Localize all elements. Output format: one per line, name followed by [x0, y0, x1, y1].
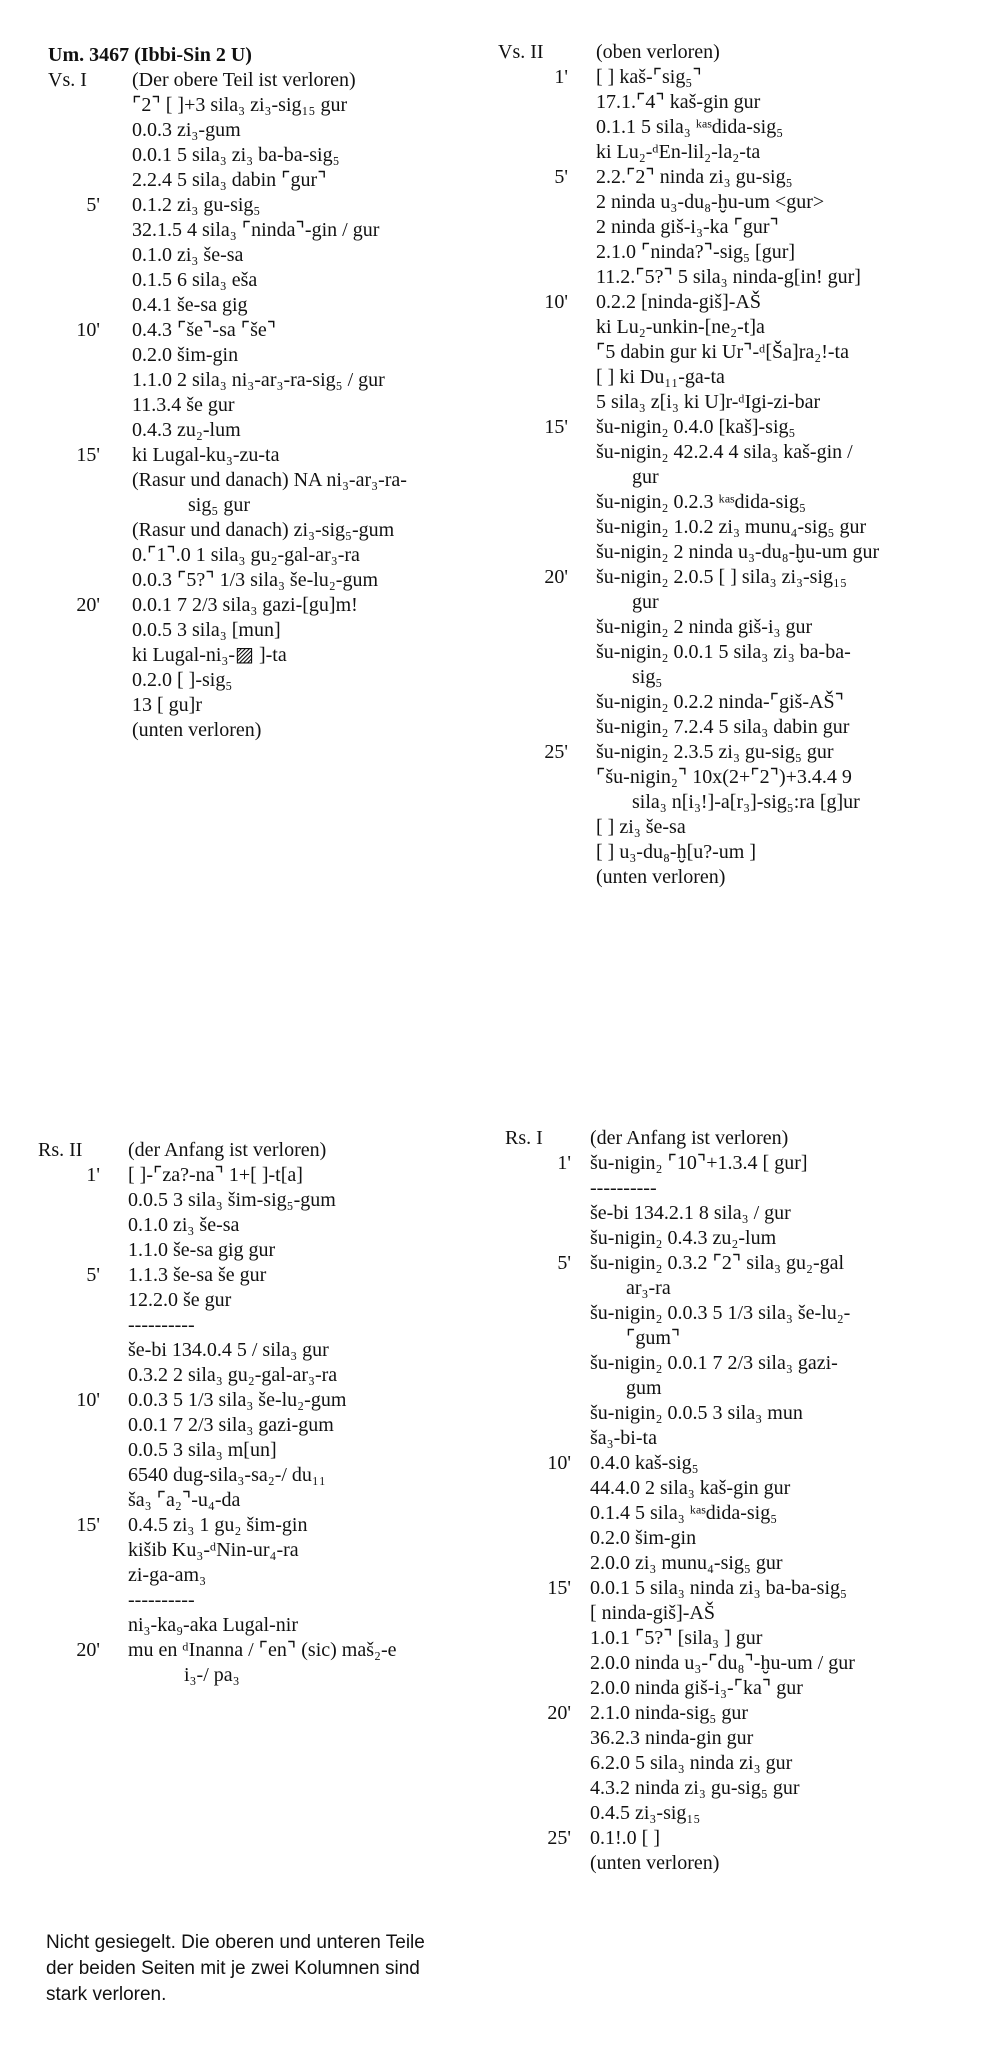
line-number: 10' [76, 1389, 100, 1411]
line-number: 5' [554, 166, 568, 188]
line-text: (unten verloren) [596, 866, 726, 888]
line-text: šu-nigin₂ 0.2.2 ninda-⌜giš-AŠ⌝ [596, 691, 844, 713]
line-text: (unten verloren) [590, 1852, 720, 1874]
line-text: i₃-/ pa₃ [184, 1664, 240, 1686]
line-text: [ ] kaš-⌜sig₅⌝ [596, 66, 702, 88]
line-text: ---------- [128, 1314, 195, 1336]
line-text: ša₃-bi-ta [590, 1427, 657, 1449]
line-text: 5 sila₃ z[i₃ ki U]r-ᵈIgi-zi-bar [596, 391, 821, 413]
footer-line: der beiden Seiten mit je zwei Kolumnen sind [46, 1958, 420, 1979]
line-text: (Der obere Teil ist verloren) [132, 69, 356, 91]
text-line [38, 1513, 478, 1538]
text-line [48, 318, 478, 343]
line-text: 11.2.⌜5?⌝ 5 sila₃ ninda-g[in! gur] [596, 266, 861, 288]
text-line [505, 1451, 970, 1476]
line-number: 10' [544, 291, 568, 313]
text-line [48, 493, 478, 518]
column-rs-i [505, 1126, 970, 1876]
line-text: mu en ᵈInanna / ⌜en⌝ (sic) maš₂-e [128, 1639, 397, 1661]
text-line [48, 443, 478, 468]
line-text: 2.0.0 ninda giš-i₃-⌜ka⌝ gur [590, 1677, 803, 1699]
column-rs-ii [38, 1138, 478, 1688]
line-text: gur [632, 466, 659, 488]
text-line [48, 668, 478, 693]
line-number: 20' [76, 1639, 100, 1661]
text-line [505, 1226, 970, 1251]
line-number: 10' [76, 319, 100, 341]
text-line [498, 140, 968, 165]
footer-line: Nicht gesiegelt. Die oberen und unteren Teile [46, 1932, 425, 1953]
text-line [505, 1151, 970, 1176]
text-line [498, 365, 968, 390]
text-line [498, 215, 968, 240]
line-text: 0.4.5 zi₃-sig₁₅ [590, 1802, 701, 1824]
line-text: 32.1.5 4 sila₃ ⌜ninda⌝-gin / gur [132, 219, 380, 241]
line-text: 36.2.3 ninda-gin gur [590, 1727, 754, 1749]
line-text: 1.1.0 še-sa gig gur [128, 1239, 276, 1261]
line-text: šu-nigin₂ 0.0.1 5 sila₃ zi₃ ba-ba- [596, 641, 851, 663]
line-number: 25' [544, 741, 568, 763]
line-text: ⌜gum⌝ [626, 1327, 681, 1349]
line-number: 1' [554, 66, 568, 88]
text-line [48, 718, 478, 743]
text-line [498, 90, 968, 115]
text-line [48, 368, 478, 393]
text-line [498, 190, 968, 215]
line-text: 44.4.0 2 sila₃ kaš-gin gur [590, 1477, 791, 1499]
line-text: [ ] u₃-du₈-ḫ[u?-um ] [596, 841, 756, 863]
line-text: ar₃-ra [626, 1277, 671, 1299]
text-line [505, 1751, 970, 1776]
line-number: 20' [547, 1702, 571, 1724]
line-number: 15' [76, 444, 100, 466]
line-text: 0.0.3 ⌜5?⌝ 1/3 sila₃ še-lu₂-gum [132, 569, 378, 591]
line-number: 15' [76, 1514, 100, 1536]
line-text: 0.4.5 zi₃ 1 gu₂ šim-gin [128, 1514, 308, 1536]
line-text: šu-nigin₂ 2 ninda u₃-du₈-ḫu-um gur [596, 541, 880, 563]
text-line [498, 765, 968, 790]
text-line [498, 615, 968, 640]
line-text: 0.⌜1⌝.0 1 sila₃ gu₂-gal-ar₃-ra [132, 544, 360, 566]
line-text: 0.1.2 zi₃ gu-sig₅ [132, 194, 261, 216]
column-label: Rs. II [38, 1139, 83, 1161]
line-text: [ ] zi₃ še-sa [596, 816, 686, 838]
text-line [38, 1313, 478, 1338]
line-text: 2 ninda u₃-du₈-ḫu-um <gur> [596, 191, 825, 213]
line-text: šu-nigin₂ 2 ninda giš-i₃ gur [596, 616, 813, 638]
line-text: 12.2.0 še gur [128, 1289, 232, 1311]
line-number: 1' [557, 1152, 571, 1174]
text-line [38, 1163, 478, 1188]
text-line [505, 1701, 970, 1726]
line-text: 0.1.0 zi₃ še-sa [128, 1214, 240, 1236]
text-line [48, 268, 478, 293]
text-line [498, 740, 968, 765]
line-text: šu-nigin₂ 0.4.0 [kaš]-sig₅ [596, 416, 796, 438]
line-text: ki Lu₂-unkin-[ne₂-t]a [596, 316, 765, 338]
text-line [498, 390, 968, 415]
line-number: 15' [544, 416, 568, 438]
text-line [505, 1301, 970, 1326]
text-line [38, 1388, 478, 1413]
text-line [505, 1576, 970, 1601]
column-label: Rs. I [505, 1127, 543, 1149]
line-text: sig₅ gur [188, 494, 250, 516]
text-line [505, 1176, 970, 1201]
line-text: ⌜šu-nigin₂⌝ 10x(2+⌜2⌝)+3.4.4 9 [596, 766, 852, 788]
line-text: 17.1.⌜4⌝ kaš-gin gur [596, 91, 761, 113]
line-text: 0.2.0 šim-gin [590, 1527, 697, 1549]
line-text: 6540 dug-sila₃-sa₂-/ du₁₁ [128, 1464, 326, 1486]
line-number: 25' [547, 1827, 571, 1849]
line-text: kišib Ku₃-ᵈNin-ur₄-ra [128, 1539, 299, 1561]
text-line [505, 1401, 970, 1426]
line-text: 13 [ gu]r [132, 694, 202, 716]
text-line [505, 1526, 970, 1551]
text-line [38, 1438, 478, 1463]
line-text: šu-nigin₂ 0.2.3 ᵏᵃˢdida-sig₅ [596, 491, 806, 513]
text-line [48, 68, 478, 93]
line-text: 0.0.1 5 sila₃ zi₃ ba-ba-sig₅ [132, 144, 340, 166]
line-text: (unten verloren) [132, 719, 262, 741]
line-text: 0.0.1 7 2/3 sila₃ gazi-gum [128, 1414, 334, 1436]
line-text: gur [632, 591, 659, 613]
line-number: 20' [76, 594, 100, 616]
title-text: Um. 3467 (Ibbi-Sin 2 U) [48, 44, 252, 66]
line-text: (oben verloren) [596, 41, 720, 63]
text-line [505, 1651, 970, 1676]
line-text: šu-nigin₂ 42.2.4 4 sila₃ kaš-gin / [596, 441, 853, 463]
text-line [505, 1251, 970, 1276]
text-line [38, 1288, 478, 1313]
text-line [48, 293, 478, 318]
line-text: 0.1.0 zi₃ še-sa [132, 244, 244, 266]
lines-vs-i [48, 68, 478, 743]
text-line [48, 393, 478, 418]
line-text: 1.1.3 še-sa še gur [128, 1264, 267, 1286]
line-text: ki Lugal-ni₃-▨ ]-ta [132, 644, 287, 666]
text-line [38, 1538, 478, 1563]
line-text: 0.0.3 5 1/3 sila₃ še-lu₂-gum [128, 1389, 347, 1411]
text-line [498, 415, 968, 440]
line-text: šu-nigin₂ 7.2.4 5 sila₃ dabin gur [596, 716, 850, 738]
text-line [505, 1776, 970, 1801]
text-line [505, 1601, 970, 1626]
line-text: šu-nigin₂ 0.4.3 zu₂-lum [590, 1227, 777, 1249]
text-line [38, 1213, 478, 1238]
line-text: 2.1.0 ⌜ninda?⌝-sig₅ [gur] [596, 241, 796, 263]
footer-note [46, 1930, 496, 2008]
line-text: 0.0.1 5 sila₃ ninda zi₃ ba-ba-sig₅ [590, 1577, 847, 1599]
text-line [498, 40, 968, 65]
column-vs-ii [498, 40, 968, 890]
line-text: ⌜5 dabin gur ki Ur⌝-ᵈ[Ša]ra₂!-ta [596, 341, 849, 363]
line-number: 10' [547, 1452, 571, 1474]
text-line [505, 1126, 970, 1151]
text-line [48, 143, 478, 168]
lines-rs-ii [38, 1138, 478, 1688]
text-line [38, 1413, 478, 1438]
text-line [48, 218, 478, 243]
text-line [505, 1501, 970, 1526]
text-line [505, 1376, 970, 1401]
text-line [48, 543, 478, 568]
text-line [48, 518, 478, 543]
line-text: 0.0.5 3 sila₃ m[un] [128, 1439, 277, 1461]
text-line [505, 1426, 970, 1451]
text-line [48, 118, 478, 143]
line-text: ---------- [590, 1177, 657, 1199]
line-text: šu-nigin₂ 1.0.2 zi₃ munu₄-sig₅ gur [596, 516, 867, 538]
line-text: 6.2.0 5 sila₃ ninda zi₃ gur [590, 1752, 793, 1774]
text-line [48, 568, 478, 593]
text-line [505, 1826, 970, 1851]
column-label: Vs. I [48, 69, 87, 91]
line-text: [ ]-⌜za?-na⌝ 1+[ ]-t[a] [128, 1164, 303, 1186]
text-line [498, 565, 968, 590]
text-line [38, 1663, 478, 1688]
text-line [498, 340, 968, 365]
line-number: 5' [86, 194, 100, 216]
text-line [48, 418, 478, 443]
text-line [498, 665, 968, 690]
text-line [498, 640, 968, 665]
line-text: 11.3.4 še gur [132, 394, 235, 416]
line-text: ni₃-ka₉-aka Lugal-nir [128, 1614, 298, 1636]
text-line [38, 1613, 478, 1638]
lines-rs-i [505, 1126, 970, 1876]
line-text: 2.0.0 zi₃ munu₄-sig₅ gur [590, 1552, 783, 1574]
text-line [38, 1188, 478, 1213]
text-line [38, 1263, 478, 1288]
text-line [498, 790, 968, 815]
line-number: 5' [557, 1252, 571, 1274]
line-text: 0.0.3 zi₃-gum [132, 119, 241, 141]
text-line [505, 1676, 970, 1701]
line-text: 0.4.3 zu₂-lum [132, 419, 241, 441]
line-text: (Rasur und danach) NA ni₃-ar₃-ra- [132, 469, 407, 491]
line-text: šu-nigin₂ 0.3.2 ⌜2⌝ sila₃ gu₂-gal [590, 1252, 845, 1274]
line-text: 2.0.0 ninda u₃-⌜du₈⌝-ḫu-um / gur [590, 1652, 855, 1674]
line-text: 0.1.5 6 sila₃ eša [132, 269, 258, 291]
text-line [505, 1801, 970, 1826]
text-line [498, 465, 968, 490]
text-line [38, 1463, 478, 1488]
text-line [48, 193, 478, 218]
text-line [505, 1276, 970, 1301]
line-text: 1.0.1 ⌜5?⌝ [sila₃ ] gur [590, 1627, 763, 1649]
text-line [48, 593, 478, 618]
line-text: 0.4.3 ⌜še⌝-sa ⌜še⌝ [132, 319, 277, 341]
line-text: 2.2.⌜2⌝ ninda zi₃ gu-sig₅ [596, 166, 793, 188]
text-line [505, 1201, 970, 1226]
text-line [498, 540, 968, 565]
line-text: ki Lugal-ku₃-zu-ta [132, 444, 280, 466]
line-text: 0.4.1 še-sa gig [132, 294, 248, 316]
line-number: 20' [544, 566, 568, 588]
text-line [48, 93, 478, 118]
line-text: ki Lu₂-ᵈEn-lil₂-la₂-ta [596, 141, 761, 163]
text-line [48, 693, 478, 718]
line-text: 0.3.2 2 sila₃ gu₂-gal-ar₃-ra [128, 1364, 338, 1386]
text-line [38, 1238, 478, 1263]
line-text: sig₅ [632, 666, 663, 688]
line-text: 0.0.1 7 2/3 sila₃ gazi-[gu]m! [132, 594, 358, 616]
line-text: [ ] ki Du₁₁-ga-ta [596, 366, 725, 388]
line-text: (Rasur und danach) zi₃-sig₅-gum [132, 519, 395, 541]
line-text: ---------- [128, 1589, 195, 1611]
line-text: šu-nigin₂ 0.0.1 7 2/3 sila₃ gazi- [590, 1352, 838, 1374]
line-text: gum [626, 1377, 662, 1399]
text-line [505, 1726, 970, 1751]
text-line [505, 1351, 970, 1376]
text-line [505, 1851, 970, 1876]
line-text: 0.2.2 [ninda-giš]-AŠ [596, 291, 761, 313]
line-text: šu-nigin₂ 0.0.3 5 1/3 sila₃ še-lu₂- [590, 1302, 851, 1324]
line-text: šu-nigin₂ ⌜10⌝+1.3.4 [ gur] [590, 1152, 808, 1174]
column-vs-i [48, 43, 478, 743]
text-line [498, 115, 968, 140]
text-line [498, 590, 968, 615]
line-text: 2 ninda giš-i₃-ka ⌜gur⌝ [596, 216, 779, 238]
line-text: 0.2.0 šim-gin [132, 344, 239, 366]
line-text: 4.3.2 ninda zi₃ gu-sig₅ gur [590, 1777, 800, 1799]
text-line [498, 165, 968, 190]
text-line [38, 1138, 478, 1163]
text-line [498, 240, 968, 265]
line-text: šu-nigin₂ 2.0.5 [ ] sila₃ zi₃-sig₁₅ [596, 566, 847, 588]
text-line [38, 1638, 478, 1663]
line-text: (der Anfang ist verloren) [590, 1127, 789, 1149]
lines-vs-ii [498, 40, 968, 890]
text-line [38, 1488, 478, 1513]
line-text: 0.1.4 5 sila₃ ᵏᵃˢdida-sig₅ [590, 1502, 778, 1524]
text-line [505, 1626, 970, 1651]
text-line [48, 343, 478, 368]
column-label: Vs. II [498, 41, 544, 63]
text-line [498, 440, 968, 465]
text-line [498, 865, 968, 890]
line-text: 0.4.0 kaš-sig₅ [590, 1452, 699, 1474]
document-title [48, 43, 478, 68]
text-line [498, 690, 968, 715]
line-text: 0.1!.0 [ ] [590, 1827, 660, 1849]
line-text: 1.1.0 2 sila₃ ni₃-ar₃-ra-sig₅ / gur [132, 369, 385, 391]
text-line [48, 468, 478, 493]
text-line [498, 490, 968, 515]
line-text: 0.0.5 3 sila₃ [mun] [132, 619, 281, 641]
text-line [498, 65, 968, 90]
line-text: (der Anfang ist verloren) [128, 1139, 327, 1161]
text-line [38, 1363, 478, 1388]
text-line [498, 715, 968, 740]
text-line [498, 315, 968, 340]
text-line [48, 643, 478, 668]
line-text: 0.2.0 [ ]-sig₅ [132, 669, 233, 691]
line-text: 2.2.4 5 sila₃ dabin ⌜gur⌝ [132, 169, 327, 191]
line-text: ⌜2⌝ [ ]+3 sila₃ zi₃-sig₁₅ gur [132, 94, 348, 116]
text-line [38, 1588, 478, 1613]
line-text: [ ninda-giš]-AŠ [590, 1602, 715, 1624]
text-line [498, 290, 968, 315]
footer-line: stark verloren. [46, 1984, 167, 2005]
text-line [48, 243, 478, 268]
line-text: še-bi 134.2.1 8 sila₃ / gur [590, 1202, 791, 1224]
line-text: šu-nigin₂ 2.3.5 zi₃ gu-sig₅ gur [596, 741, 834, 763]
text-line [505, 1326, 970, 1351]
line-text: 0.0.5 3 sila₃ šim-sig₅-gum [128, 1189, 336, 1211]
text-line [38, 1563, 478, 1588]
line-text: 2.1.0 ninda-sig₅ gur [590, 1702, 749, 1724]
line-number: 5' [86, 1264, 100, 1286]
line-text: ša₃ ⌜a₂⌝-u₄-da [128, 1489, 241, 1511]
line-text: zi-ga-am₃ [128, 1564, 207, 1586]
line-text: 0.1.1 5 sila₃ ᵏᵃˢdida-sig₅ [596, 116, 784, 138]
text-line [505, 1476, 970, 1501]
text-line [505, 1551, 970, 1576]
text-line [498, 265, 968, 290]
line-number: 15' [547, 1577, 571, 1599]
line-text: sila₃ n[i₃!]-a[r₃]-sig₅:ra [g]ur [632, 791, 860, 813]
text-line [498, 515, 968, 540]
line-text: še-bi 134.0.4 5 / sila₃ gur [128, 1339, 329, 1361]
text-line [498, 840, 968, 865]
text-line [498, 815, 968, 840]
text-line [38, 1338, 478, 1363]
line-text: šu-nigin₂ 0.0.5 3 sila₃ mun [590, 1402, 803, 1424]
text-line [48, 618, 478, 643]
line-number: 1' [86, 1164, 100, 1186]
text-line [48, 168, 478, 193]
